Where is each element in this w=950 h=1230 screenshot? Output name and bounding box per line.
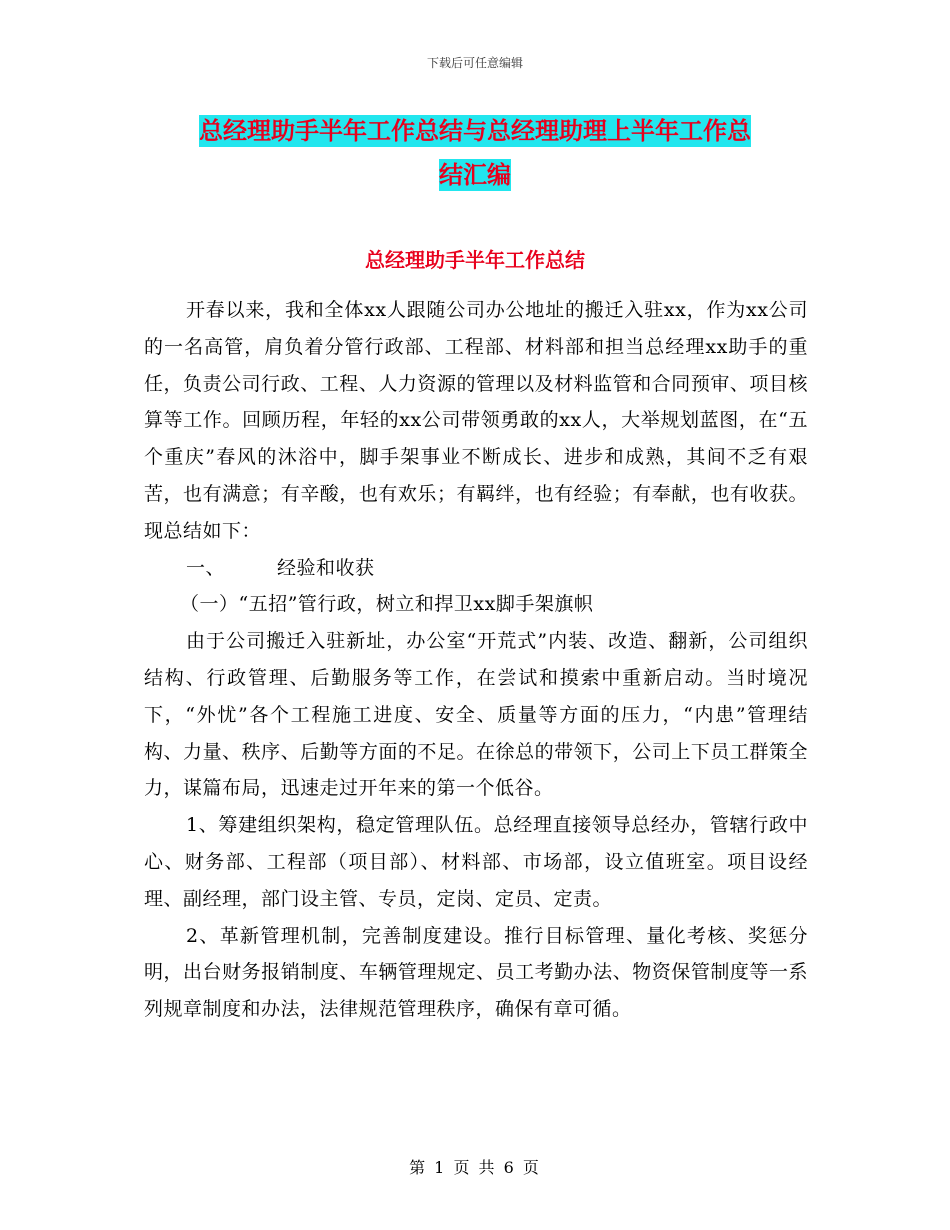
- page-footer: 第 1 页 共 6 页: [409, 1158, 541, 1177]
- paragraph-background: 由于公司搬迁入驻新址，办公室“开荒式”内装、改造、翻新，公司组织结构、行政管理、后勤服务等工作，在尝试和摸索中重新启动。当时境况下，“外忧”各个工程施工进度、安全、质量等方面的压力，“内患”管理结构、力量、秩序、后勤等方面的不足。在徐总的带领下，公司上下员工群策全力，谋篇布局，迅速走过开年来的第一个低谷。: [144, 630, 808, 800]
- document-title-line-2: [145, 148, 805, 202]
- section-title: 总经理助手半年工作总结: [365, 248, 585, 272]
- heading-level-1: [144, 550, 808, 587]
- heading-level-2: （一）“五招”管行政，树立和捍卫xx脚手架旗帜: [180, 593, 594, 616]
- paragraph-intro: 开春以来，我和全体xx人跟随公司办公地址的搬迁入驻xx，作为xx公司的一名高管，肩负着分管行政部、工程部、材料部和担当总经理xx助手的重任，负责公司行政、工程、人力资源的管理以及材料监管和合同预审、项目核算等工作。回顾历程，年轻的xx公司带领勇敢的xx人，大举规划蓝图，在“五个重庆”春风的沐浴中，脚手架事业不断成长、进步和成熟，其间不乏有艰苦，也有满意；有辛酸，也有欢乐；有羁绊，也有经验；有奉献，也有收获。现总结如下：: [144, 299, 808, 542]
- document-body: [144, 292, 808, 1028]
- title-line-1-text: 总经理助手半年工作总结与总经理助理上半年工作总: [199, 117, 751, 145]
- heading-text: 经验和收获: [277, 556, 375, 579]
- paragraph-item-1: 1、筹建组织架构，稳定管理队伍。总经理直接领导总经办，管辖行政中心、财务部、工程部（项目部）、材料部、市场部，设立值班室。项目设经理、副经理，部门设主管、专员，定岗、定员、定责。: [144, 814, 808, 910]
- title-line-2-text: 结汇编: [439, 161, 511, 189]
- header-note: 下载后可任意编辑: [426, 56, 523, 70]
- paragraph-item-2: 2、革新管理机制，完善制度建设。推行目标管理、量化考核、奖惩分明，出台财务报销制度、车辆管理规定、员工考勤办法、物资保管制度等一系列规章制度和办法，法律规范管理秩序，确保有章可循。: [144, 924, 808, 1021]
- heading-number: 一、: [186, 556, 226, 579]
